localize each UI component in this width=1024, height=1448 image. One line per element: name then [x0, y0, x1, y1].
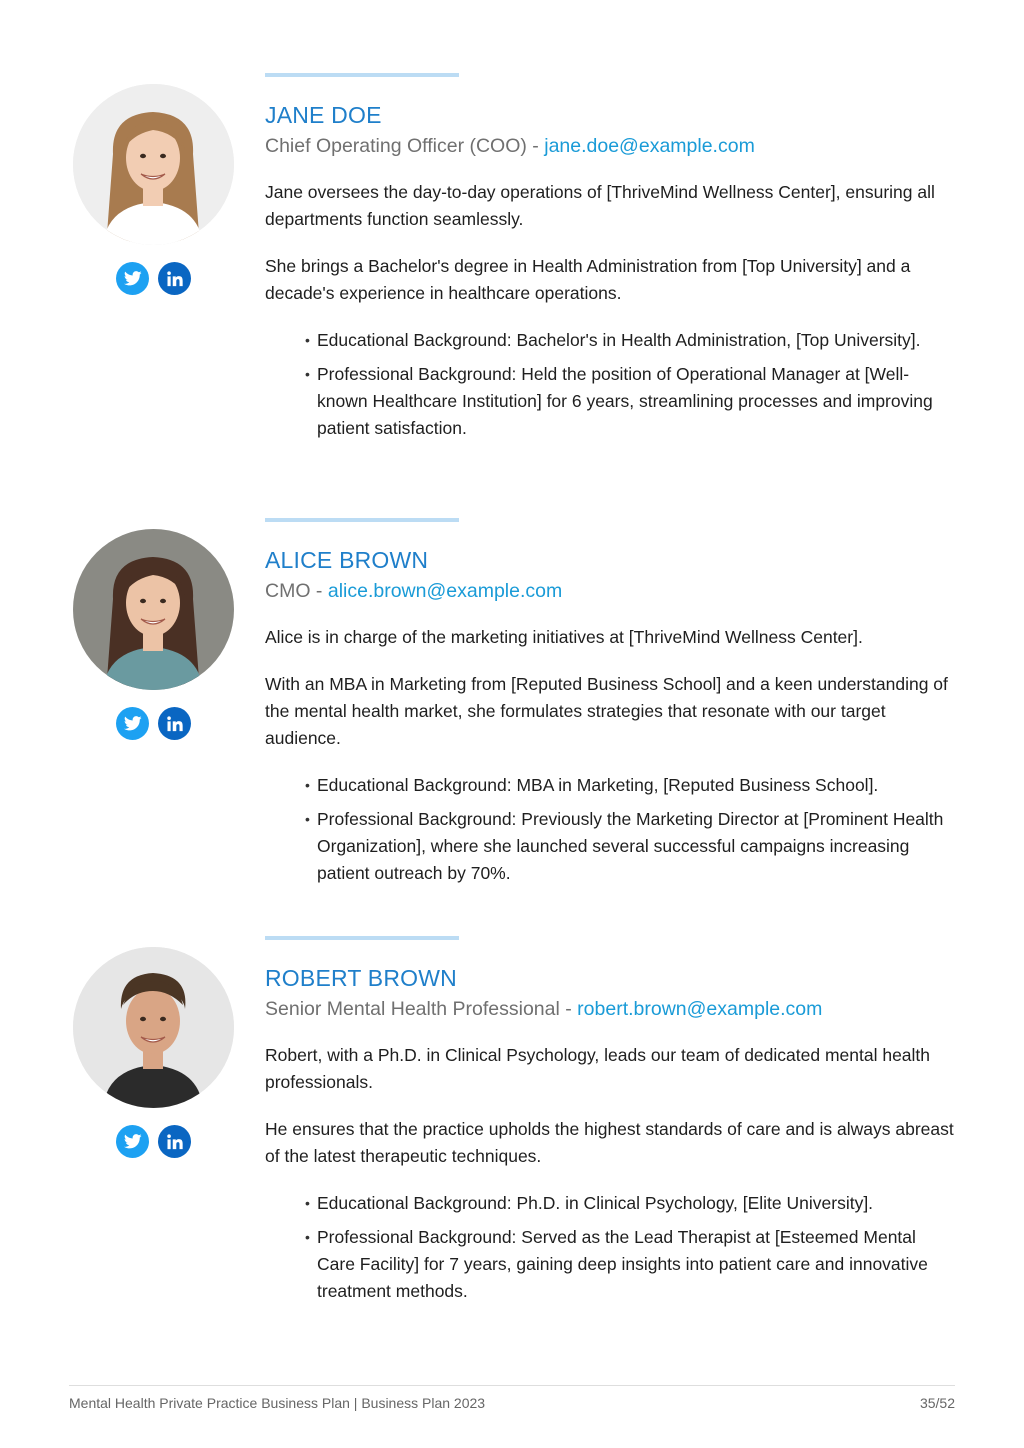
list-item: • Professional Background: Served as the Lead Therapist at [Esteemed Mental Care Facility] for 7 years, gaining deep insights into patient care and innovative treatment methods. [305, 1224, 955, 1305]
accent-divider [265, 936, 459, 940]
separator: - [310, 580, 328, 602]
profile-paragraph: He ensures that the practice upholds the highest standards of care and is always abreast of the latest therapeutic techniques. [265, 1119, 954, 1166]
profile-email-link[interactable]: alice.brown@example.com [327, 580, 563, 602]
profile-name: ALICE BROWN [265, 547, 429, 573]
profile-email-link[interactable]: robert.brown@example.com [577, 998, 823, 1020]
footer-divider [69, 1385, 955, 1386]
list-item: • Educational Background: MBA in Marketing, [Reputed Business School]. [305, 772, 955, 799]
profile-paragraph: She brings a Bachelor's degree in Health Administration from [Top University] and a decade's experience in healthcare operations. [265, 256, 911, 303]
twitter-icon[interactable] [116, 707, 149, 740]
background-list [265, 327, 955, 442]
profile-paragraph: Alice is in charge of the marketing initiatives at [ThriveMind Wellness Center]. [265, 627, 863, 647]
profile-photo [73, 529, 234, 690]
profile-role: CMO [265, 580, 311, 602]
accent-divider [265, 518, 459, 522]
profile-role: Senior Mental Health Professional [265, 998, 560, 1020]
linkedin-icon[interactable] [158, 262, 191, 295]
profile-role-line [265, 578, 955, 604]
list-item: • Educational Background: Ph.D. in Clinical Psychology, [Elite University]. [305, 1190, 955, 1217]
footer-document-title: Mental Health Private Practice Business Plan | Business Plan 2023 [69, 1395, 486, 1411]
twitter-icon[interactable] [116, 262, 149, 295]
social-links [116, 262, 191, 295]
profile-photo [73, 947, 234, 1108]
profile-role-line [265, 996, 955, 1022]
page-number: 35/52 [919, 1395, 955, 1411]
accent-divider [265, 73, 459, 77]
linkedin-icon[interactable] [158, 1125, 191, 1158]
profile-name: JANE DOE [265, 102, 382, 128]
profile-content [265, 84, 955, 449]
profile-email-link[interactable]: jane.doe@example.com [544, 135, 755, 157]
social-links [116, 707, 191, 740]
profile-paragraph: Robert, with a Ph.D. in Clinical Psychology, leads our team of dedicated mental health professionals. [265, 1045, 931, 1092]
separator: - [526, 135, 545, 157]
profile-content [265, 529, 955, 894]
profile-role-line [265, 133, 955, 159]
twitter-icon[interactable] [116, 1125, 149, 1158]
list-item: • Professional Background: Previously the Marketing Director at [Prominent Health Organization], where she launched several successful campaigns increasing patient outreach by 70%. [305, 806, 955, 887]
social-links [116, 1125, 191, 1158]
profile-photo [73, 84, 234, 245]
background-list [265, 772, 955, 887]
linkedin-icon[interactable] [158, 707, 191, 740]
profile-content [265, 947, 955, 1312]
list-item: • Educational Background: Bachelor's in Health Administration, [Top University]. [305, 327, 955, 354]
profile-paragraph: Jane oversees the day-to-day operations of [ThriveMind Wellness Center], ensuring all departments function seamlessly. [265, 182, 935, 229]
background-list [265, 1190, 955, 1305]
profile-name: ROBERT BROWN [265, 965, 457, 991]
separator: - [559, 998, 578, 1020]
profile-paragraph: With an MBA in Marketing from [Reputed Business School] and a keen understanding of the mental health market, she formulates strategies that resonate with our target audience. [265, 674, 948, 748]
list-item: • Professional Background: Held the position of Operational Manager at [Well-known Healthcare Institution] for 6 years, streamlining processes and improving patient satisfaction. [305, 361, 955, 442]
profile-role: Chief Operating Officer (COO) [265, 135, 527, 157]
